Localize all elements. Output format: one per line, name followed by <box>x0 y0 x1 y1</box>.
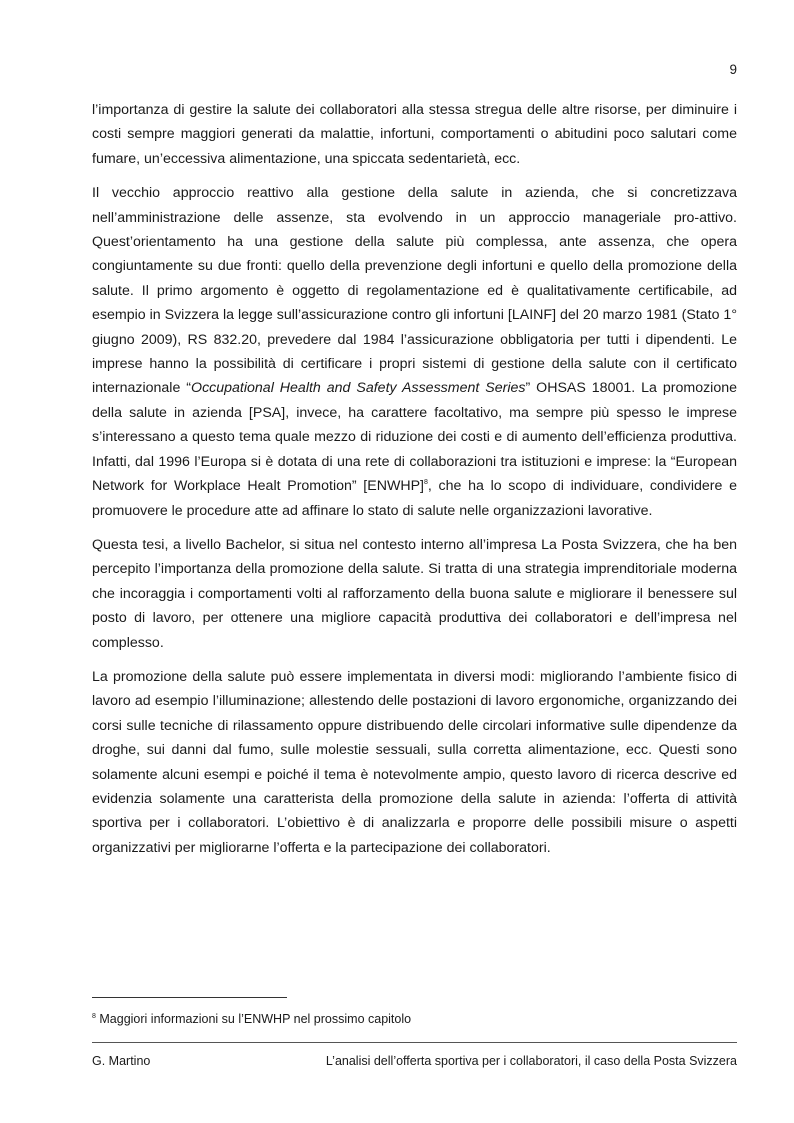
paragraph-2-text-a: Il vecchio approccio reattivo alla gestione della salute in azienda, che si concretizzava nell’amministrazione delle assenze, sta evolvendo in un approccio manageriale pro-attivo. Quest’orientamento ha una gestione della salute più complessa, ante assenza, che opera congiuntamente su due fronti: quello della prevenzione degli infortuni e quello della promozione della salute. Il primo argomento è oggetto di regolamentazione ed è qualitativamente certificabile, ad esempio in Svizzera la legge sull’assicurazione contro gli infortuni [LAINF] del 20 marzo 1981 (Stato 1° giugno 2009), RS 832.20, prevedere dal 1984 l’assicurazione obbligatoria per tutti i dipendenti. Le imprese hanno la possibilità di certificare i propri sistemi di gestione della salute con il certificato internazionale “ <box>92 185 737 397</box>
footnote-reference: 8 <box>424 479 428 487</box>
paragraph-4: La promozione della salute può essere implementata in diversi modi: migliorando l’ambiente fisico di lavoro ad esempio l’illuminazione; allestendo delle postazioni di lavoro ergonomiche, organizzando dei corsi sulle tecniche di rilassamento oppure distribuendo delle circolari informative sulle dipendenze da droghe, sui danni dal fumo, sulle molestie sessuali, sulla corretta alimentazione, ecc. Questi sono solamente alcuni esempi e poiché il tema è notevolmente ampio, questo lavoro di ricerca descrive ed evidenzia solamente una caratterista della promozione della salute in azienda: l’offerta di attività sportiva per i collaboratori. L’obiettivo è di analizzarla e proporre delle possibili misure o aspetti organizzativi per migliorarne l’offerta e la partecipazione dei collaboratori. <box>92 668 737 856</box>
paragraph-2 <box>92 181 737 523</box>
paragraph-2-text-c: , che ha lo scopo di individuare, condividere e promuovere le procedure atte ad affinare lo stato di salute nelle organizzazioni lavorative. <box>92 478 737 519</box>
paragraph-2-text-b: ” OHSAS 18001. La promozione della salute in azienda [PSA], invece, ha carattere facoltativo, ma sempre più spesso le imprese s’interessano a questo tema quale mezzo di riduzione dei costi e di aumento dell’efficienza produttiva. Infatti, dal 1996 l’Europa si è dotata di una rete di collaborazioni tra istituzioni e imprese: la “European Network for Workplace Healt Promotion” [ENWHP] <box>92 380 738 495</box>
page-number: 9 <box>729 62 737 77</box>
body-text <box>92 98 737 870</box>
footnote <box>92 1012 411 1026</box>
footer-author: G. Martino <box>92 1054 151 1068</box>
footer-title: L’analisi dell’offerta sportiva per i collaboratori, il caso della Posta Svizzera <box>325 1054 737 1068</box>
paragraph-3: Questa tesi, a livello Bachelor, si situa nel contesto interno all’impresa La Posta Svizzera, che ha ben percepito l’importanza della promozione della salute. Si tratta di una strategia imprenditoriale moderna che incoraggia i comportamenti volti al rafforzamento della buona salute e migliorare il benessere sul posto di lavoro, per ottenere una migliore capacità produttiva dei collaboratori e dell’impresa nel complesso. <box>92 536 737 651</box>
footer-divider <box>92 1042 737 1043</box>
footnote-number: 8 <box>92 1013 96 1020</box>
paragraph-1: l’importanza di gestire la salute dei collaboratori alla stessa stregua delle altre risorse, per diminuire i costi sempre maggiori generati da malattie, infortuni, comportamenti o abitudini poco salutari come fumare, un’eccessiva alimentazione, una spiccata sedentarietà, ecc. <box>92 102 737 167</box>
footnote-divider <box>92 997 287 998</box>
footnote-text: Maggiori informazioni su l’ENWHP nel prossimo capitolo <box>95 1012 412 1026</box>
ohsas-title-italic: Occupational Health and Safety Assessment Series <box>191 380 526 397</box>
